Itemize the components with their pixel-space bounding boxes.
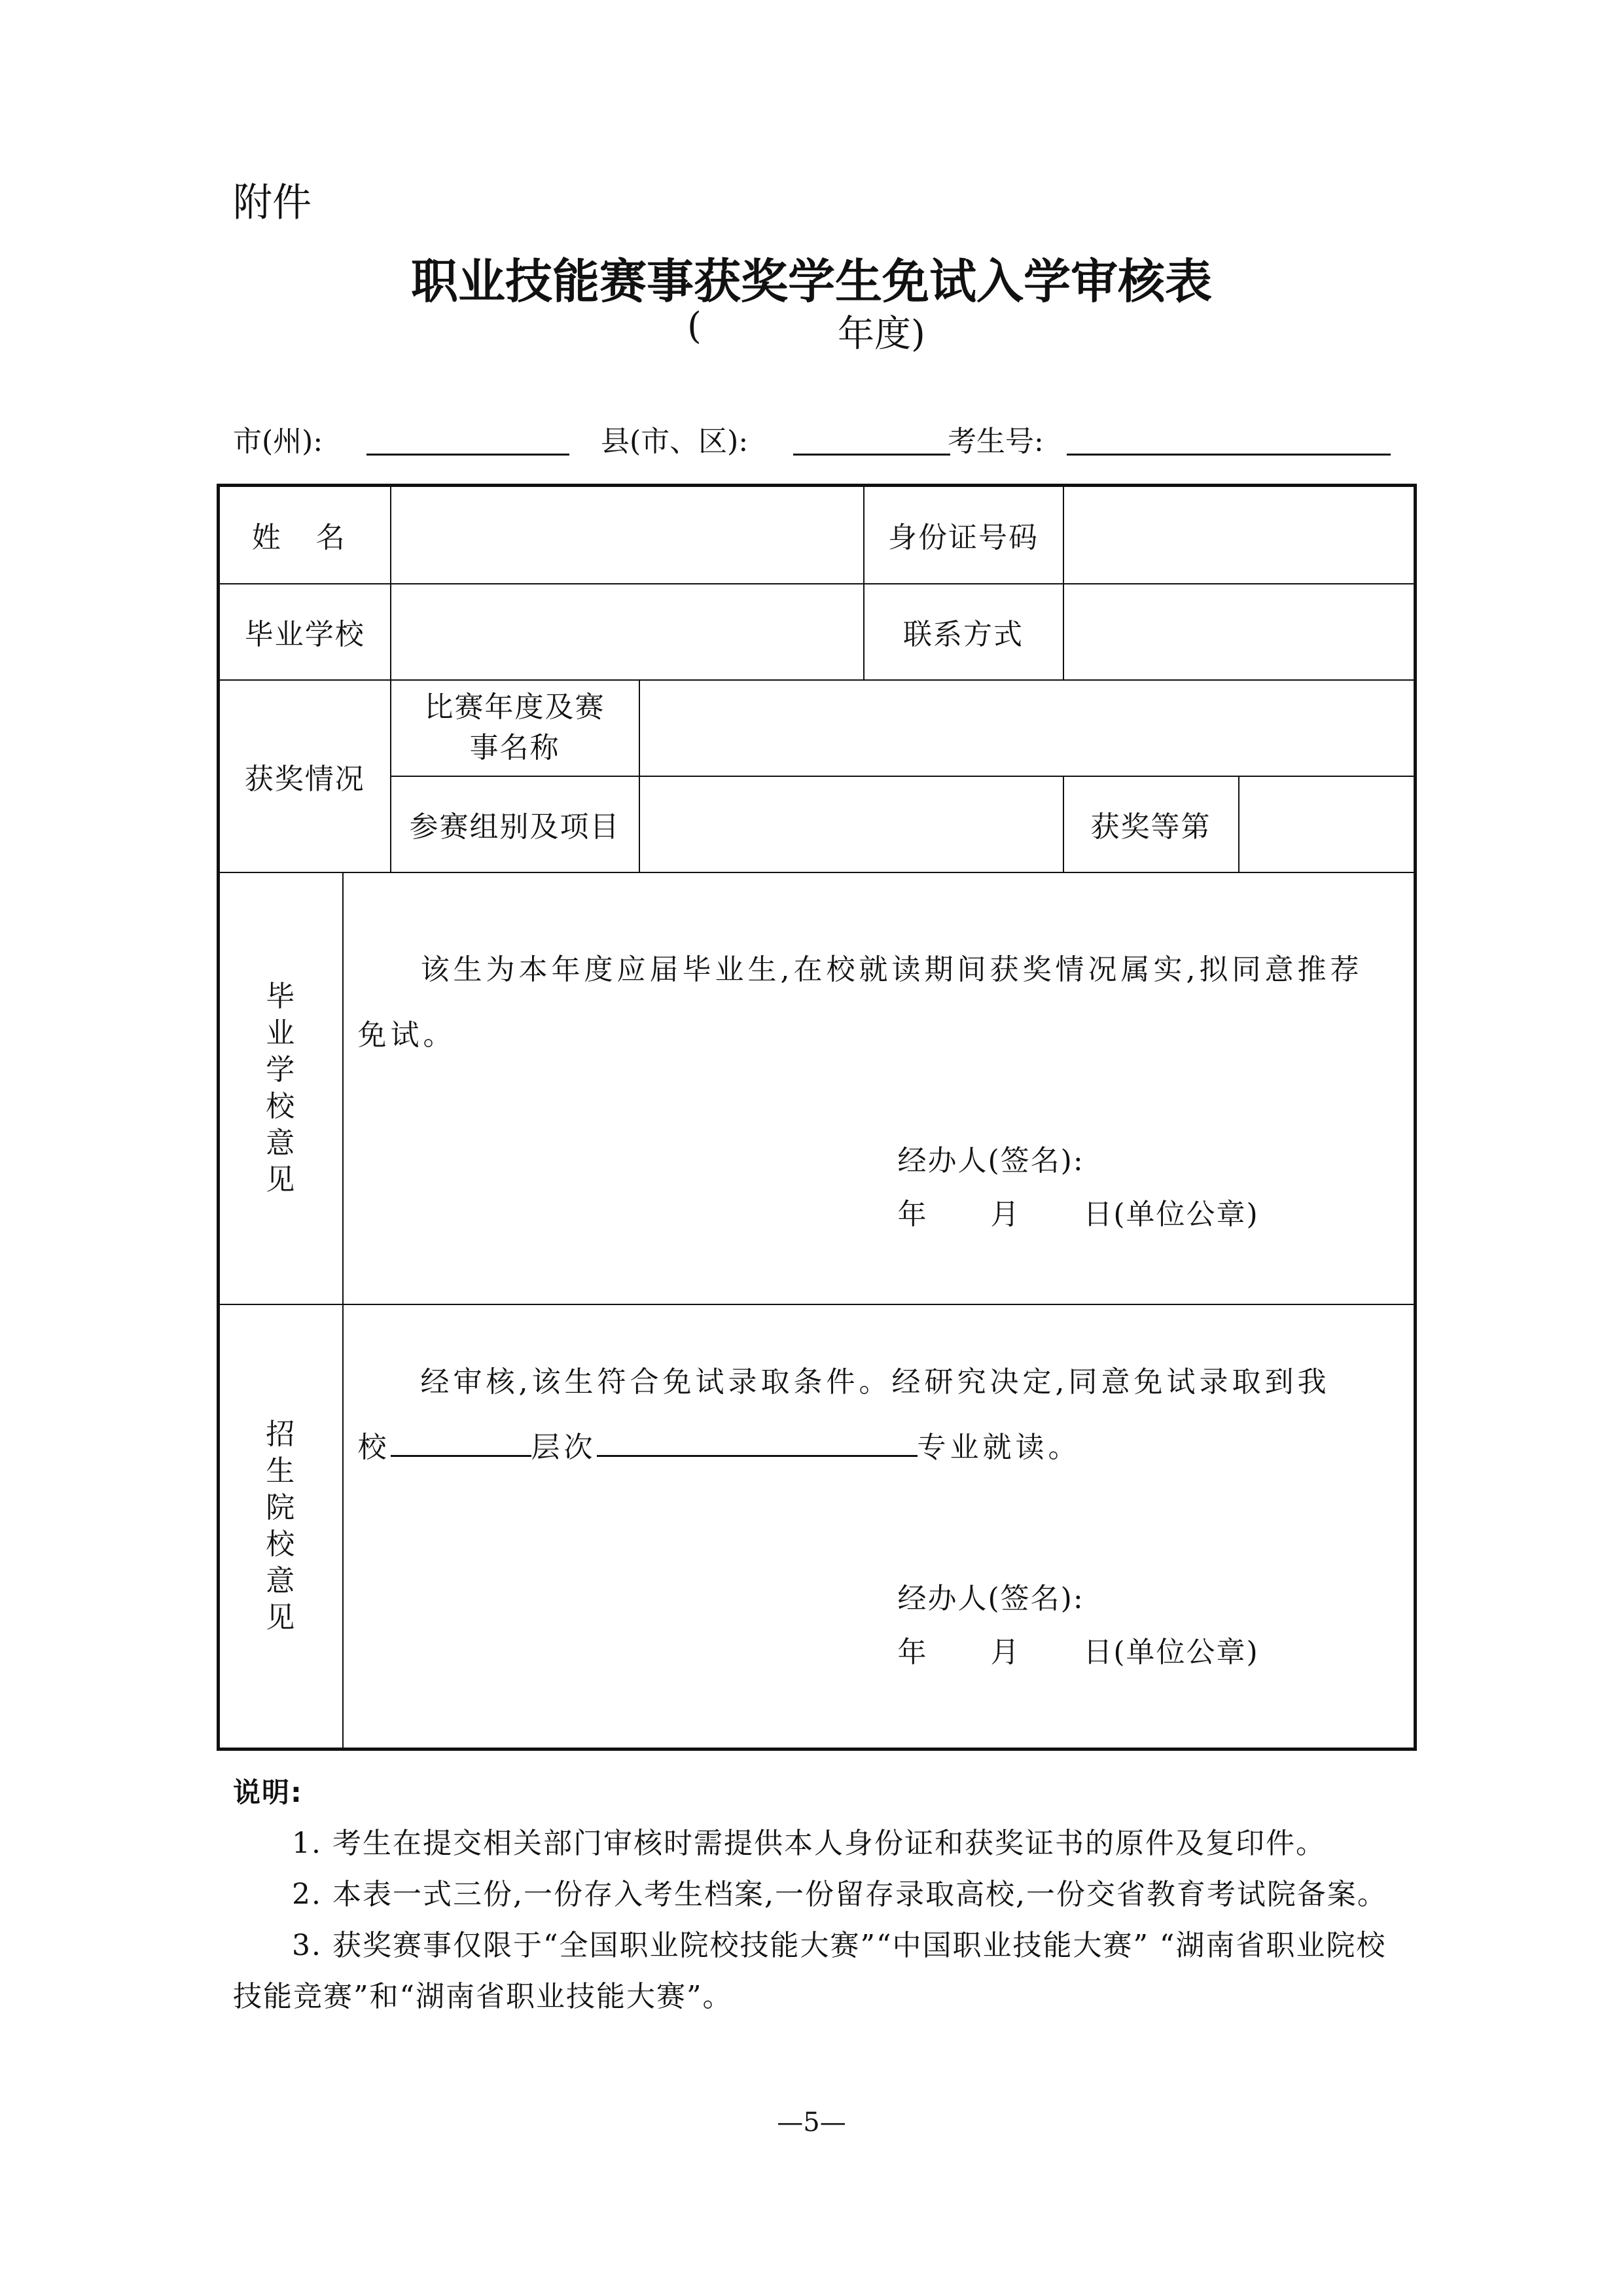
county-label: 县(市、区): — [601, 425, 749, 458]
contact-label: 联系方式 — [864, 584, 1063, 680]
competition-label — [391, 680, 639, 776]
review-form-table — [217, 484, 1417, 1751]
competition-field[interactable] — [639, 680, 1416, 776]
exam-no-field[interactable] — [1067, 454, 1391, 456]
admission-school-text: 校 — [357, 1430, 391, 1464]
city-field[interactable] — [366, 454, 569, 456]
admission-opinion-text-block — [358, 1350, 1388, 1480]
school-opinion-signer: 经办人(签名): — [897, 1143, 1084, 1177]
admission-opinion-label-cell — [219, 1304, 343, 1749]
note-item: 3. 获奖赛事仅限于“全国职业院校技能大赛”“中国职业技能大赛” “湖南省职业院校技能竞赛”和“湖南省职业技能大赛”。 — [233, 1929, 1387, 2013]
year-label: 年度) — [838, 313, 925, 355]
id-label: 身份证号码 — [864, 486, 1063, 584]
name-label: 姓 名 — [219, 486, 391, 584]
page-number: —5— — [777, 2108, 846, 2138]
school-opinion-cell[interactable] — [343, 872, 1416, 1304]
rank-field[interactable] — [1239, 776, 1416, 872]
admission-opinion-label: 招生院校意见 — [266, 1417, 296, 1634]
id-field[interactable] — [1063, 486, 1416, 584]
form-title: 职业技能赛事获奖学生免试入学审核表 — [410, 253, 1212, 309]
school-field[interactable] — [391, 584, 864, 680]
notes-section — [233, 1767, 1404, 2022]
group-field[interactable] — [639, 776, 1063, 872]
contact-field[interactable] — [1063, 584, 1416, 680]
admission-major-text: 专业就读。 — [917, 1430, 1081, 1464]
award-label: 获奖情况 — [219, 680, 391, 872]
admission-opinion-signer: 经办人(签名): — [897, 1581, 1084, 1615]
group-label: 参赛组别及项目 — [391, 776, 639, 872]
notes-heading: 说明: — [233, 1776, 303, 1808]
school-label: 毕业学校 — [219, 584, 391, 680]
city-label: 市(州): — [233, 425, 323, 458]
note-item: 2. 本表一式三份,一份存入考生档案,一份留存录取高校,一份交省教育考试院备案。 — [292, 1878, 1387, 1911]
note-item: 1. 考生在提交相关部门审核时需提供本人身份证和获奖证书的原件及复印件。 — [292, 1827, 1326, 1860]
school-opinion-text: 该生为本年度应届毕业生,在校就读期间获奖情况属实,拟同意推荐免试。 — [357, 952, 1363, 1052]
name-field[interactable] — [391, 486, 864, 584]
admission-level-text: 层次 — [531, 1430, 597, 1464]
admission-opinion-cell[interactable] — [343, 1304, 1416, 1749]
attachment-label: 附件 — [233, 180, 312, 226]
rank-label: 获奖等第 — [1063, 776, 1239, 872]
major-field[interactable] — [597, 1429, 918, 1457]
exam-no-label: 考生号: — [948, 425, 1044, 458]
admission-opinion-date: 年 月 日(单位公章) — [897, 1635, 1259, 1669]
school-opinion-date: 年 月 日(单位公章) — [897, 1197, 1259, 1231]
year-open-paren: ( — [687, 305, 702, 348]
competition-label-text: 比赛年度及赛事名称 — [424, 691, 605, 764]
admission-opinion-text: 经审核,该生符合免试录取条件。经研究决定,同意免试录取到我 — [420, 1365, 1330, 1399]
school-opinion-label-cell — [219, 872, 343, 1304]
school-opinion-label: 毕业学校意见 — [266, 979, 296, 1196]
county-field[interactable] — [793, 454, 950, 456]
level-field[interactable] — [391, 1429, 531, 1457]
admission-opinion-fill-line — [358, 1415, 1388, 1480]
